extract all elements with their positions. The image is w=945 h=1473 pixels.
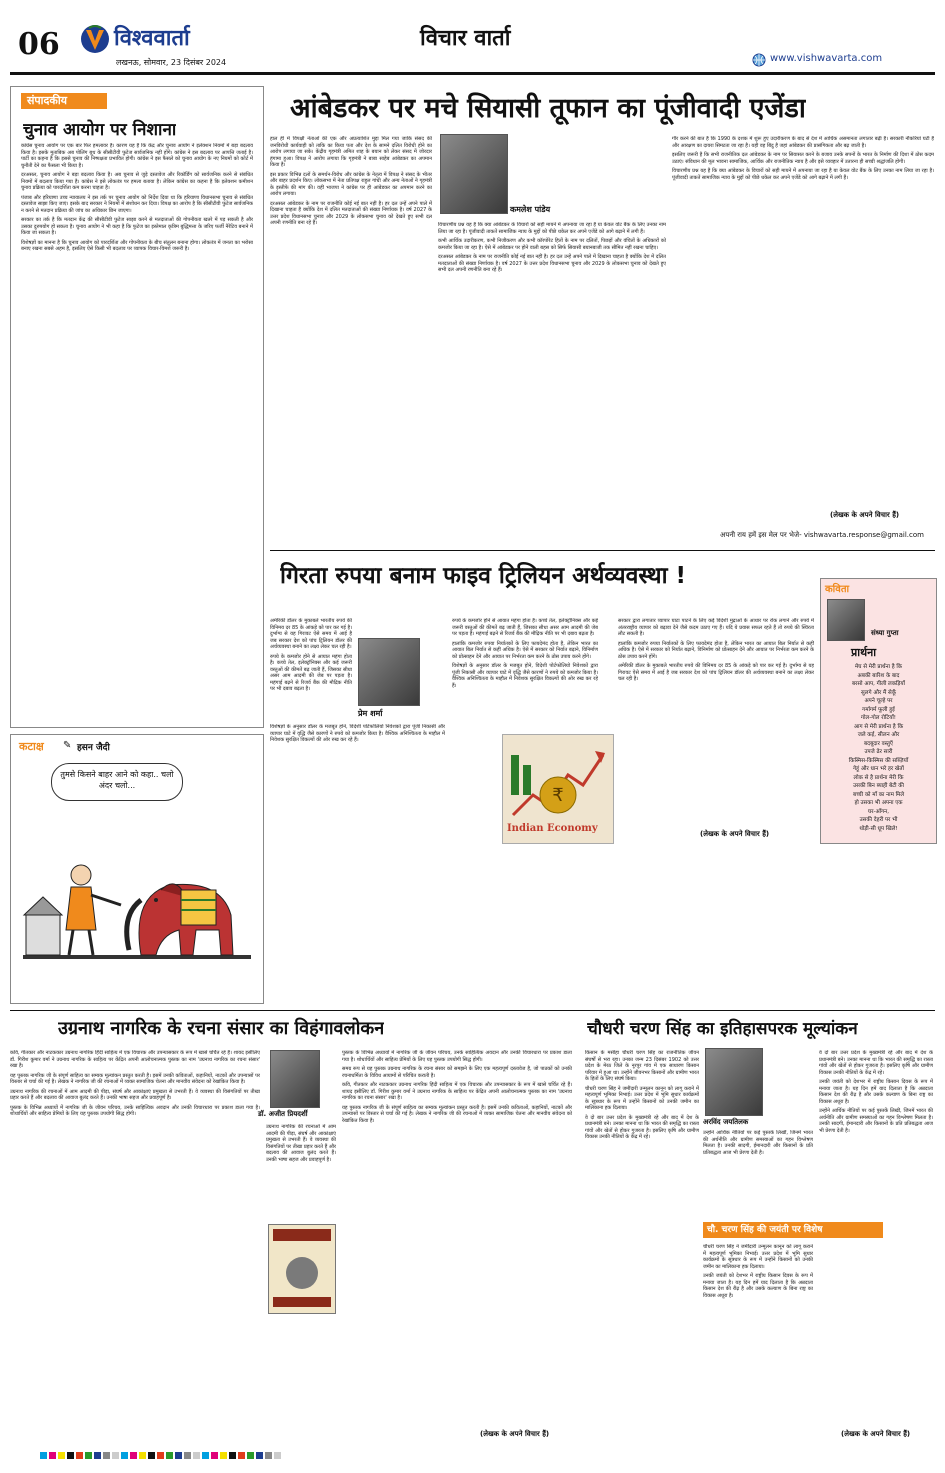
poem-line: आग से मेरी प्रार्थना है कि	[853, 723, 904, 730]
color-tick	[58, 1452, 65, 1459]
color-registration-bar	[40, 1452, 281, 1459]
editorial-para: सरकार का तर्क है कि मतदान केंद्र की सीसीटीवी फुटेज साझा करने से मतदाताओं की गोपनीयता खतरे में पड़ सकती है और उसका दुरुपयोग हो सकता है। चुनाव आयोग ने भी कहा है कि फुटेज का इस्तेमाल कृत्रिम बुद्धिमत्ता के जरिए फर्जी नैरेटिव बनाने में किया जा सकता है।	[21, 217, 253, 236]
main-article-title: आंबेडकर पर मचे सियासी तूफान का पूंजीवादी एजेंडा	[290, 93, 806, 124]
page-number: 06	[18, 27, 60, 62]
poem-line: किस्मिस-किस्मिस की सब्ज़ियाँ	[848, 757, 909, 764]
review-byline: (लेखक के अपने विचार हैं)	[480, 1430, 550, 1438]
article-para: विचारणीय प्रश्न यह है कि क्या आंबेडकर के विचारों को सही मायने में अपनाया जा रहा है या केवल वोट बैंक के लिए उनका नाम लिया जा रहा है। पूंजीवादी ताकतें सामाजिक न्याय के मुद्दों को पीछे धकेल कर अपने एजेंडे को आगे बढ़ाने में लगी हैं।	[672, 168, 934, 181]
color-tick	[265, 1452, 272, 1459]
color-tick	[166, 1452, 173, 1459]
charan-para: चौधरी चरण सिंह ने जमींदारी उन्मूलन कानून को लागू कराने में महत्वपूर्ण भूमिका निभाई। उत्तर प्रदेश में भूमि सुधार कार्यक्रमों के सूत्रधार के रूप में उन्होंने किसानों को उनकी जमीन का मालिकाना हक दिलाया।	[585, 1085, 699, 1111]
poem-line: गर्मागर्म फूली हुई	[862, 706, 895, 713]
poem-line: लोक से है प्रार्थना मेरी कि	[853, 774, 904, 781]
rupee-author-photo	[358, 638, 420, 706]
charan-author-name: अरविंद जयतिलक	[703, 1118, 749, 1126]
article-para: गौर करने की बात है कि 1990 के दशक में शुरू हुए उदारीकरण के बाद से देश में आर्थिक असमानता लगातार बढ़ी है। सरकारी नौकरियां घटी हैं और आरक्षण का दायरा सिमटता जा रहा है। यही वह बिंदु है जहां आंबेडकर की प्रासंगिकता और बढ़ जाती है।	[672, 136, 934, 149]
charan-byline: (लेखक के अपने विचार हैं)	[841, 1430, 911, 1438]
website-link[interactable]: www.vishwavarta.com	[770, 53, 883, 64]
poem-line: थोड़ी-सी धूप खिले!	[859, 825, 898, 832]
section-divider	[270, 550, 935, 551]
svg-text:₹: ₹	[552, 785, 564, 806]
poem-line: घर-आँगन,	[867, 808, 889, 815]
page-header	[0, 0, 945, 80]
review-para: पुस्तक के विभिन्न अध्यायों में नागरिक जी के जीवन परिचय, उनके साहित्यिक अवदान और उनकी विचारधारा पर प्रकाश डाला गया है। शोधार्थियों और साहित्य प्रेमियों के लिए यह पुस्तक उपयोगी सिद्ध होगी।	[342, 1050, 572, 1063]
speech-bubble	[51, 763, 183, 801]
review-col-1	[10, 1050, 260, 1440]
editorial-label: संपादकीय	[21, 93, 107, 109]
color-tick	[130, 1452, 137, 1459]
reviewer-photo	[270, 1050, 320, 1108]
author-photo	[440, 134, 508, 214]
poem-line: उपजे ढेर सारी	[864, 749, 893, 755]
economy-image	[502, 734, 614, 844]
charan-author-photo	[705, 1048, 763, 1116]
color-tick	[112, 1452, 119, 1459]
charan-article	[585, 1014, 935, 1444]
poem-line: बरसो आप, गीली लकड़ियाँ	[852, 681, 905, 687]
charan-para: वे दो बार उत्तर प्रदेश के मुख्यमंत्री रहे और बाद में देश के प्रधानमंत्री बने। उनका मानना था कि भारत की समृद्धि का रास्ता गांवों और खेतों से होकर गुजरता है। इसलिए कृषि और ग्रामीण विकास उनकी नीतियों के केंद्र में रहे।	[585, 1114, 699, 1140]
poem-line: हो उसका भी अपना एक	[854, 800, 903, 806]
color-tick	[229, 1452, 236, 1459]
reviewer-name: डॉ. अजीत प्रियदर्शी	[258, 1110, 308, 1118]
color-tick	[121, 1452, 128, 1459]
article-para: विचारणीय प्रश्न यह है कि क्या आंबेडकर के विचारों को सही मायने में अपनाया जा रहा है या केवल वोट बैंक के लिए उनका नाम लिया जा रहा है। पूंजीवादी ताकतें सामाजिक न्याय के मुद्दों को पीछे धकेल कर अपने एजेंडे को आगे बढ़ाने में लगी हैं।	[438, 222, 666, 235]
charan-col-3	[819, 1050, 933, 1430]
color-tick	[85, 1452, 92, 1459]
editorial-para: कांग्रेस चुनाव आयोग पर एक बार फिर हमलावर है। कारण यह है कि केंद्र और चुनाव आयोग ने इलेक्शन नियमों में बड़ा बदलाव किया है। इसके मुताबिक अब पोलिंग बूथ के सीसीटीवी फुटेज सार्वजनिक नहीं होंगे। कांग्रेस ने इस बदलाव पर आपत्ति जताई है। पार्टी का कहना है कि इससे चुनाव की निष्पक्षता प्रभावित होगी। कांग्रेस ने इस फैसले को चुनाव आयोग के नए नियमों को कोर्ट में चुनौती देने का फैसला भी किया है।	[21, 143, 253, 169]
color-tick	[184, 1452, 191, 1459]
poem-line: जले कई, सीलन और	[857, 732, 900, 738]
review-para: पुस्तक के विभिन्न अध्यायों में नागरिक जी के जीवन परिचय, उनके साहित्यिक अवदान और उनकी विचारधारा पर प्रकाश डाला गया है। शोधार्थियों और साहित्य प्रेमियों के लिए यह पुस्तक उपयोगी सिद्ध होगी।	[10, 1104, 260, 1117]
color-tick	[202, 1452, 209, 1459]
poem-line: अबकी बारिश के बाद	[857, 672, 900, 679]
article-para: दरअसल आंबेडकर के नाम पर राजनीति कोई नई बात नहीं है। हर दल उन्हें अपने पाले में दिखाना चाहता है क्योंकि देश में दलित मतदाताओं की संख्या निर्णायक है। वर्ष 2027 के उत्तर प्रदेश विधानसभा चुनाव और 2029 के लोकसभा चुनाव को देखते हुए सभी दल अपनी रणनीति बना रहे हैं।	[270, 200, 432, 226]
review-para: उग्रनाथ नागरिक की रचनाओं में आम आदमी की पीड़ा, संघर्ष और आकांक्षाएं प्रमुखता से उभरती हैं। वे व्यवस्था की विसंगतियों पर तीखा प्रहार करते हैं और बदलाव की आवाज बुलंद करते हैं। उनकी भाषा सहज और प्रवाहपूर्ण है।	[266, 1124, 336, 1163]
charan-para: वे दो बार उत्तर प्रदेश के मुख्यमंत्री रहे और बाद में देश के प्रधानमंत्री बने। उनका मानना था कि भारत की समृद्धि का रास्ता गांवों और खेतों से होकर गुजरता है। इसलिए कृषि और ग्रामीण विकास उनकी नीतियों के केंद्र में रहे।	[819, 1050, 933, 1076]
poem-line: उसकी बिन ब्याही बेटी की	[853, 783, 904, 789]
charan-para: उनकी जयंती को देशभर में राष्ट्रीय किसान दिवस के रूप में मनाया जाता है। यह दिन हमें याद दिलाता है कि अन्नदाता किसान देश की रीढ़ है और उसके कल्याण के बिना राष्ट्र का विकास अधूरा है।	[703, 1273, 813, 1299]
charan-para: उन्होंने आर्थिक नीतियों पर कई पुस्तकें लिखीं, जिनमें भारत की अर्थनीति और ग्रामीण समस्याओं का गहन विश्लेषण मिलता है। उनकी सादगी, ईमानदारी और किसानों के प्रति प्रतिबद्धता आज भी प्रेरणा देती है।	[819, 1108, 933, 1134]
color-tick	[220, 1452, 227, 1459]
rupee-para: हालांकि कमजोर रुपया निर्यातकों के लिए फायदेमंद होता है, लेकिन भारत का आयात बिल निर्यात से कहीं अधिक है। ऐसे में सरकार को निर्यात बढ़ाने, विनिर्माण को प्रोत्साहन देने और आयात पर निर्भरता कम करने के ठोस उपाय करने होंगे।	[452, 640, 598, 660]
rupee-para: रुपये के कमजोर होने से आयात महंगा होता है। कच्चे तेल, इलेक्ट्रॉनिक्स और कई जरूरी वस्तुओं की कीमतें बढ़ जाती हैं, जिसका सीधा असर आम आदमी की जेब पर पड़ता है। महंगाई बढ़ने से रिजर्व बैंक की मौद्रिक नीति पर भी दबाव बढ़ता है।	[270, 653, 352, 692]
brand-logo-icon	[80, 22, 110, 56]
jayanti-banner-text: चौ. चरण सिंह की जयंती पर विशेष	[707, 1225, 823, 1235]
review-para: कवि, गीतकार और नाटककार उग्रनाथ नागरिक हिंदी साहित्य में एक विचारक और उपन्यासकार के रूप में खासे चर्चित रहे हैं। शायद इसीलिए डॉ. गिरीश कुमार वर्मा ने उग्रनाथ नागरिक के साहित्य पर केंद्रित अपनी आलोचनात्मक पुस्तक का नाम 'उग्रनाथ नागरिक का रचना संसार' रखा है।	[10, 1050, 260, 1069]
cartoon-drawing	[21, 805, 253, 995]
color-tick	[211, 1452, 218, 1459]
poem-line: अपने चूल्हे पर	[864, 698, 893, 704]
rupee-col-2	[270, 724, 445, 898]
cartoon-label: कटाक्ष	[19, 740, 44, 753]
editorial-para: विशेषज्ञों का मानना है कि चुनाव आयोग को पारदर्शिता और गोपनीयता के बीच संतुलन बनाना होगा। लोकतंत्र में जनता का भरोसा बनाए रखना सबसे अहम है, इसलिए ऐसे किसी भी बदलाव पर व्यापक विचार-विमर्श जरूरी है।	[21, 239, 253, 252]
rupee-para: अमेरिकी डॉलर के मुकाबले भारतीय रुपये की विनिमय दर 85 के आंकड़े को पार कर गई है। दुर्भाग्य से यह गिरावट ऐसे समय में आई है जब सरकार देश को पांच ट्रिलियन डॉलर की अर्थव्यवस्था बनाने का लक्ष्य लेकर चल रही है।	[270, 618, 352, 650]
editorial-para: पंजाब और हरियाणा उच्च न्यायालय ने इस तर्क पर चुनाव आयोग को निर्देश दिया था कि हरियाणा विधानसभा चुनाव से संबंधित दस्तावेज साझा किए जाएं। इसके बाद सरकार ने नियमों में संशोधन कर दिया। विपक्ष का आरोप है कि सीसीटीवी फुटेज सार्वजनिक न करने से मतदान प्रक्रिया की जांच का अधिकार छिन जाएगा।	[21, 194, 253, 214]
color-tick	[49, 1452, 56, 1459]
poem-lines	[823, 663, 934, 833]
color-tick	[67, 1452, 74, 1459]
article-para: हाल ही में विपक्षी नेताओं की एक और अप्रत्याशित मुद्दा मिल गया जाकि संसद की जनविरोधी कार्यवाही को ताकि का किया पता और देश के सामने दलित विरोधी होने का आरोप लगाया जा सके। केंद्रीय गृहमंत्री अमित शाह के बयान को लेकर संसद में जोरदार हंगामा हुआ। विपक्ष ने आरोप लगाया कि गृहमंत्री ने बाबा साहेब आंबेडकर का अपमान किया है।	[270, 136, 432, 168]
poem-line: उसकी देहरी पर भी	[859, 817, 898, 823]
color-tick	[238, 1452, 245, 1459]
article-para: इस प्रकार विभिन्न दलों के समर्थन-विरोध और कांग्रेस के नेतृत्व में विपक्ष ने संसद के भीतर और बाहर प्रदर्शन किए। लोकसभा में नेता प्रतिपक्ष राहुल गांधी और अन्य नेताओं ने गृहमंत्री के इस्तीफे की मांग की। वहीं भाजपा ने कांग्रेस पर ही आंबेडकर का अपमान करने का आरोप लगाया।	[270, 171, 432, 197]
charan-para: उन्होंने आर्थिक नीतियों पर कई पुस्तकें लिखीं, जिनमें भारत की अर्थनीति और ग्रामीण समस्याओं का गहन विश्लेषण मिलता है। उनकी सादगी, ईमानदारी और किसानों के प्रति प्रतिबद्धता आज भी प्रेरणा देती है।	[703, 1130, 813, 1156]
main-article-col-2	[438, 222, 666, 536]
rupee-para: सरकार द्वारा लगातार व्यापार घाटा पाटने के लिए कई विदेशी मुद्राओं के आधार पर रोक लगाने और रुपये में अंतरराष्ट्रीय व्यापार को बढ़ावा देने जैसे कदम उठाए गए हैं। यदि ये प्रयास सफल रहते हैं तो रुपये की स्थिरता लौट सकती है।	[618, 618, 814, 637]
main-article-col-3	[672, 136, 934, 511]
rupee-col-4	[618, 618, 814, 898]
color-tick	[157, 1452, 164, 1459]
speech-text: तुमसे किसने बाहर आने को कहा.. चलो अंदर चलो...	[60, 770, 174, 790]
color-tick	[94, 1452, 101, 1459]
economy-caption: Indian Economy	[507, 823, 598, 834]
header-rule	[10, 72, 935, 75]
poem-box	[820, 578, 937, 844]
rupee-para: विशेषज्ञों के अनुसार डॉलर के मजबूत होने, विदेशी पोर्टफोलियो निवेशकों द्वारा पूंजी निकासी और व्यापार घाटे में वृद्धि जैसे कारणों ने रुपये को कमजोर किया है। वैश्विक अनिश्चितता के माहौल में निवेशक सुरक्षित विकल्पों की ओर रुख कर रहे हैं।	[452, 663, 598, 689]
rupee-article	[270, 556, 815, 856]
main-article	[270, 86, 935, 546]
book-review	[10, 1014, 575, 1444]
rupee-byline: (लेखक के अपने विचार हैं)	[700, 830, 770, 838]
poem-line: मेघ से मेरी प्रार्थना है कि	[854, 664, 903, 670]
poem-line: गेहूं और धान भरे हर खेतों	[853, 766, 904, 772]
article-para: कभी आर्थिक उदारीकरण, कभी निजीकरण और कभी कॉरपोरेट हितों के नाम पर दलितों, पिछड़ों और वंचितों के अधिकारों को कमजोर किया जा रहा है। ऐसे में आंबेडकर पर होने वाली बहस को सिर्फ सियासी बयानबाजी तक सीमित नहीं रखना चाहिए।	[438, 238, 666, 251]
color-tick	[274, 1452, 281, 1459]
article-para: इसलिए जरूरी है कि सभी राजनीतिक दल आंबेडकर के नाम पर सियासत करने के बजाय उनके सपनों के भारत के निर्माण की दिशा में ठोस कदम उठाएं। संविधान की मूल भावना सामाजिक, आर्थिक और राजनीतिक न्याय है और इसे व्यवहार में उतारना ही सच्ची श्रद्धांजलि होगी।	[672, 152, 934, 165]
editorial-title: चुनाव आयोग पर निशाना	[23, 120, 177, 140]
color-tick	[76, 1452, 83, 1459]
review-col-3	[342, 1050, 572, 1430]
rupee-para: रुपये के कमजोर होने से आयात महंगा होता है। कच्चे तेल, इलेक्ट्रॉनिक्स और कई जरूरी वस्तुओं की कीमतें बढ़ जाती हैं, जिसका सीधा असर आम आदमी की जेब पर पड़ता है। महंगाई बढ़ने से रिजर्व बैंक की मौद्रिक नीति पर भी दबाव बढ़ता है।	[452, 618, 598, 637]
bottom-divider	[10, 1010, 935, 1011]
color-tick	[193, 1452, 200, 1459]
rupee-para: विशेषज्ञों के अनुसार डॉलर के मजबूत होने, विदेशी पोर्टफोलियो निवेशकों द्वारा पूंजी निकासी और व्यापार घाटे में वृद्धि जैसे कारणों ने रुपये को कमजोर किया है। वैश्विक अनिश्चितता के माहौल में निवेशक सुरक्षित विकल्पों की ओर रुख कर रहे हैं।	[270, 724, 445, 743]
color-tick	[256, 1452, 263, 1459]
poem-line: बदबूदार वस्तुएँ	[864, 740, 893, 747]
poet-photo	[827, 599, 865, 641]
review-para: यह पुस्तक नागरिक जी के संपूर्ण साहित्य का सम्यक मूल्यांकन प्रस्तुत करती है। इसमें उनकी कविताओं, कहानियों, नाटकों और उपन्यासों पर विस्तार से चर्चा की गई है। लेखक ने नागरिक जी की रचनाओं में व्यक्त सामाजिक चेतना और मानवीय संवेदना को रेखांकित किया है।	[10, 1072, 260, 1085]
editorial-para: दरअसल, चुनाव आयोग ने बड़ा बदलाव किया है। अब चुनाव से जुड़े दस्तावेज और रिकॉर्डिंग को सार्वजनिक करने से संबंधित नियमों में बदलाव किया गया है। कांग्रेस ने इसे लोकतंत्र पर हमला बताया है। लेकिन कांग्रेस का कहना है कि इलेक्शन कमीशन चुनाव प्रक्रिया को पारदर्शिता कम करना चाहता है।	[21, 172, 253, 191]
cartoonist-name: हसन जैदी	[77, 743, 110, 753]
book-review-title: उग्रनाथ नागरिक के रचना संसार का विहंगावलोकन	[58, 1018, 385, 1039]
charan-col-2b	[703, 1244, 813, 1440]
color-tick	[148, 1452, 155, 1459]
poem-title: प्रार्थना	[851, 646, 877, 659]
main-article-col-1	[270, 136, 432, 536]
color-tick	[139, 1452, 146, 1459]
review-para: यह पुस्तक नागरिक जी के संपूर्ण साहित्य का सम्यक मूल्यांकन प्रस्तुत करती है। इसमें उनकी कविताओं, कहानियों, नाटकों और उपन्यासों पर विस्तार से चर्चा की गई है। लेखक ने नागरिक जी की रचनाओं में व्यक्त सामाजिक चेतना और मानवीय संवेदना को रेखांकित किया है।	[342, 1104, 572, 1124]
color-tick	[175, 1452, 182, 1459]
charan-para: उनकी जयंती को देशभर में राष्ट्रीय किसान दिवस के रूप में मनाया जाता है। यह दिन हमें याद दिलाता है कि अन्नदाता किसान देश की रीढ़ है और उसके कल्याण के बिना राष्ट्र का विकास अधूरा है।	[819, 1079, 933, 1105]
email-note: अपनी राय हमें इस मेल पर भेजे- vishwavarta.response@gmail.com	[720, 531, 924, 539]
poem-line: बच्ची को माँ का नाम मिले	[852, 791, 905, 798]
review-para: समग्र रूप से यह पुस्तक उग्रनाथ नागरिक के रचना संसार को समझने के लिए एक महत्वपूर्ण दस्तावेज है, जो पाठकों को उनकी रचनाधर्मिता के विविध आयामों से परिचित कराती है।	[342, 1066, 572, 1079]
section-title: विचार वार्ता	[420, 26, 511, 51]
charan-para: चौधरी चरण सिंह ने जमींदारी उन्मूलन कानून को लागू कराने में महत्वपूर्ण भूमिका निभाई। उत्तर प्रदेश में भूमि सुधार कार्यक्रमों के सूत्रधार के रूप में उन्होंने किसानों को उनकी जमीन का मालिकाना हक दिलाया।	[703, 1244, 813, 1270]
poem-line: सुलगे और मैं सेकूँ	[861, 689, 896, 696]
article-para: दरअसल आंबेडकर के नाम पर राजनीति कोई नई बात नहीं है। हर दल उन्हें अपने पाले में दिखाना चाहता है क्योंकि देश में दलित मतदाताओं की संख्या निर्णायक है। वर्ष 2027 के उत्तर प्रदेश विधानसभा चुनाव और 2029 के लोकसभा चुनाव को देखते हुए सभी दल अपनी रणनीति बना रहे हैं।	[438, 254, 666, 273]
globe-icon	[752, 52, 766, 66]
poet-name: संध्या गुप्ता	[871, 629, 899, 637]
charan-article-title: चौधरी चरण सिंह का इतिहासपरक मूल्यांकन	[587, 1019, 858, 1039]
book-cover	[268, 1224, 336, 1314]
charan-col-1	[585, 1050, 699, 1440]
poem-label: कविता	[825, 584, 850, 595]
cartoon-box	[10, 734, 264, 1004]
color-tick	[40, 1452, 47, 1459]
rupee-author-name: प्रेम शर्मा	[358, 709, 383, 718]
charan-col-2	[703, 1130, 813, 1218]
brand-name: विश्ववार्ता	[114, 25, 190, 51]
author-name: कमलेश पांडेय	[510, 205, 551, 214]
editorial-body	[21, 143, 253, 718]
poem-line: गोल-गोल रोटियाँ!	[861, 715, 896, 721]
editorial-box	[10, 86, 264, 728]
rupee-para: अमेरिकी डॉलर के मुकाबले भारतीय रुपये की विनिमय दर 85 के आंकड़े को पार कर गई है। दुर्भाग्य से यह गिरावट ऐसे समय में आई है जब सरकार देश को पांच ट्रिलियन डॉलर की अर्थव्यवस्था बनाने का लक्ष्य लेकर चल रही है।	[618, 663, 814, 682]
rupee-para: हालांकि कमजोर रुपया निर्यातकों के लिए फायदेमंद होता है, लेकिन भारत का आयात बिल निर्यात से कहीं अधिक है। ऐसे में सरकार को निर्यात बढ़ाने, विनिर्माण को प्रोत्साहन देने और आयात पर निर्भरता कम करने के ठोस उपाय करने होंगे।	[618, 640, 814, 660]
rupee-article-title: गिरता रुपया बनाम फाइव ट्रिलियन अर्थव्यवस्था !	[280, 563, 687, 589]
review-para: उग्रनाथ नागरिक की रचनाओं में आम आदमी की पीड़ा, संघर्ष और आकांक्षाएं प्रमुखता से उभरती हैं। वे व्यवस्था की विसंगतियों पर तीखा प्रहार करते हैं और बदलाव की आवाज बुलंद करते हैं। उनकी भाषा सहज और प्रवाहपूर्ण है।	[10, 1088, 260, 1101]
color-tick	[103, 1452, 110, 1459]
charan-para: किसान के मसीहा चौधरी चरण सिंह का राजनीतिक जीवन संघर्षों से भरा रहा। उनका जन्म 23 दिसंबर 1902 को उत्तर प्रदेश के मेरठ जिले के नूरपुर गांव में एक साधारण किसान परिवार में हुआ था। उन्होंने जीवनभर किसानों और ग्रामीण भारत के हितों के लिए संघर्ष किया।	[585, 1050, 699, 1082]
color-tick	[247, 1452, 254, 1459]
main-article-byline: (लेखक के अपने विचार हैं)	[830, 511, 900, 519]
review-para: कवि, गीतकार और नाटककार उग्रनाथ नागरिक हिंदी साहित्य में एक विचारक और उपन्यासकार के रूप में खासे चर्चित रहे हैं। शायद इसीलिए डॉ. गिरीश कुमार वर्मा ने उग्रनाथ नागरिक के साहित्य पर केंद्रित अपनी आलोचनात्मक पुस्तक का नाम 'उग्रनाथ नागरिक का रचना संसार' रखा है।	[342, 1082, 572, 1101]
pen-icon: ✎	[63, 740, 72, 751]
dateline: लखनऊ, सोमवार, 23 दिसंबर 2024	[116, 58, 227, 67]
